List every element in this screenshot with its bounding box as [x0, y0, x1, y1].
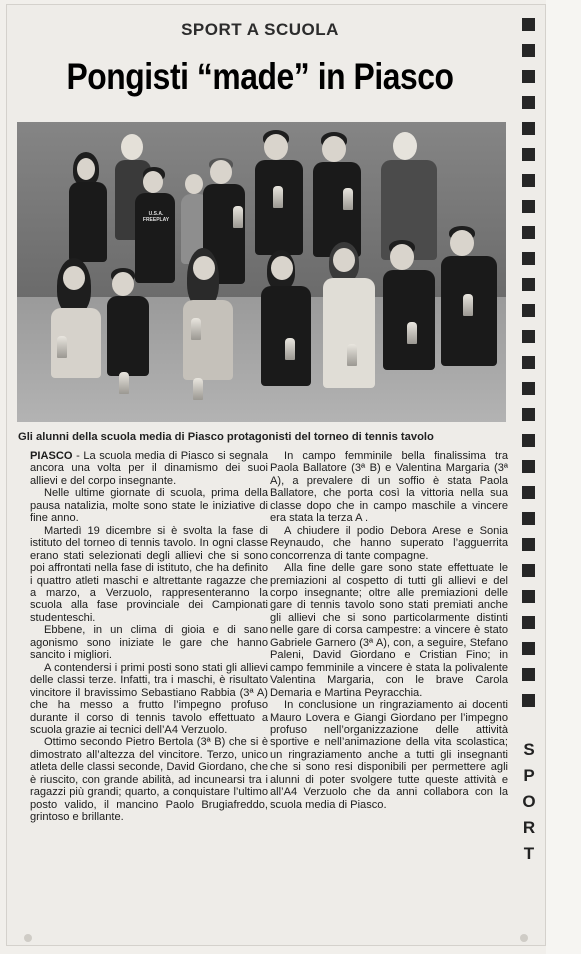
trophy	[193, 378, 203, 400]
shirt-print: U.S.A. FREEPLAY	[142, 211, 170, 223]
article-column-left	[30, 450, 268, 824]
strip-square	[522, 356, 535, 369]
strip-square	[522, 486, 535, 499]
paragraph: Alla fine delle gare sono state effettuate le premiazioni al cospetto di tutti gli allievi e del corpo insegnante; oltre alle premiazioni delle gare di tennis tavolo sono stati premiati anche gli allievi che si sono particolarmente distinti nelle gare di corsa campestre: a vincere è stato Gabriele Garnero (3ª A), con, a seguire, Stefano Paleni, David Giordano e Cristian Fino; in campo femminile a vincere è stata la polivalente Valentina Margaria, con le brave Carola Demaria e Martina Peyracchia.	[270, 562, 508, 699]
section-letter: T	[523, 844, 535, 863]
paragraph: Nelle ultime giornate di scuola, prima della pausa natalizia, molte sono state le iniziative di fine anno.	[30, 487, 268, 525]
paragraph: Ottimo secondo Pietro Bertola (3ª B) che si è dimostrato all’altezza del vincitore. Terzo, unico atleta delle classi seconde, David Giordano, che è riuscito, con grande abilità, ad incunearsi tra i ragazzi più grandi; quarto, a conquistare l’ultimo posto valido, il mancino Paolo Brugiafreddo, grintoso e brillante.	[30, 736, 268, 824]
trophy	[407, 322, 417, 344]
article-headline: Pongisti “made” in Piasco	[66, 56, 454, 97]
group-photo	[17, 122, 506, 422]
strip-square	[522, 642, 535, 655]
trophy	[273, 186, 283, 208]
strip-square	[522, 252, 535, 265]
strip-square	[522, 148, 535, 161]
paragraph: A chiudere il podio Debora Arese e Sonia Reynaudo, che hanno superato l’agguerrita concorrenza di tante compagne.	[270, 524, 508, 562]
paragraph: Martedì 19 dicembre si è svolta la fase di istituto del torneo di tennis tavolo. In ogni classe erano stati selezionati degli allievi che si sono poi affrontati nella fase di istituto, che ha definito i quattro atleti maschi e altrettante ragazze che a marzo, a Verzuolo, rappresenteranno la scuola alla fase provinciale dei Campionati studenteschi.	[30, 524, 268, 624]
paragraph: In campo femminile bella finalissima tra Paola Ballatore (3ª B) e Valentina Margaria (3ª A), a prevalere di un soffio è stata Paola Ballatore, che porta così la vittoria nella sua classe dopo che in campo maschile a vincere era stata la terza A .	[270, 450, 508, 525]
strip-square	[522, 512, 535, 525]
strip-square	[522, 330, 535, 343]
scan-mark	[24, 934, 32, 942]
strip-square	[522, 122, 535, 135]
strip-square	[522, 96, 535, 109]
article-column-right	[270, 450, 508, 811]
strip-square	[522, 564, 535, 577]
scan-mark	[520, 934, 528, 942]
trophy	[343, 188, 353, 210]
strip-square	[522, 408, 535, 421]
strip-square	[522, 460, 535, 473]
section-letter: P	[523, 766, 535, 785]
trophy	[191, 318, 201, 340]
strip-square	[522, 382, 535, 395]
strip-square	[522, 694, 535, 707]
section-letter: R	[522, 818, 536, 837]
strip-square	[522, 590, 535, 603]
trophy	[347, 344, 357, 366]
strip-square	[522, 44, 535, 57]
paragraph: In conclusione un ringraziamento ai docenti Mauro Lovera e Giangi Giordano per l’impegno profuso nell’organizzazione delle attività sportive e nell’animazione della vita scolastica; un ringraziamento anche a tutti gli insegnanti che si sono resi disponibili per permettere agli alunni di poter svolgere tutte queste attività e all’A4 Verzuolo che da anni collabora con la scuola media di Piasco.	[270, 699, 508, 811]
page-margin	[546, 0, 581, 954]
trophy	[463, 294, 473, 316]
strip-square	[522, 278, 535, 291]
section-kicker: SPORT A SCUOLA	[181, 20, 339, 39]
strip-square	[522, 18, 535, 31]
trophy	[57, 336, 67, 358]
strip-square	[522, 226, 535, 239]
strip-square	[522, 174, 535, 187]
strip-square	[522, 70, 535, 83]
trophy	[119, 372, 129, 394]
trophy	[233, 206, 243, 228]
trophy	[285, 338, 295, 360]
section-letter: O	[522, 792, 536, 811]
photo-caption: Gli alunni della scuola media di Piasco protagonisti del torneo di tennis tavolo	[18, 431, 434, 443]
strip-square	[522, 200, 535, 213]
strip-square	[522, 538, 535, 551]
paragraph: A contendersi i primi posti sono stati gli allievi delle classi terze. Infatti, tra i maschi, è risultato vincitore il bravissimo Sebastiano Rabbia (3ª A) che ha messo a frutto l’impegno profuso durante il corso di tennis tavolo effettuato a scuola grazie ai tecnici dell’A4 Verzuolo.	[30, 661, 268, 736]
paragraph	[30, 450, 268, 487]
dateline: PIASCO	[30, 450, 73, 462]
strip-square	[522, 668, 535, 681]
strip-square	[522, 304, 535, 317]
strip-square	[522, 616, 535, 629]
paragraph-lead: - La scuola media di Piasco si segnala ancora una volta per il dinamismo dei suoi allievi e del corpo insegnante.	[30, 450, 268, 487]
section-letter: S	[523, 740, 535, 759]
paragraph: Ebbene, in un clima di gioia e di sano agonismo sono iniziate le gare che hanno sancito i migliori.	[30, 624, 268, 662]
strip-square	[522, 434, 535, 447]
